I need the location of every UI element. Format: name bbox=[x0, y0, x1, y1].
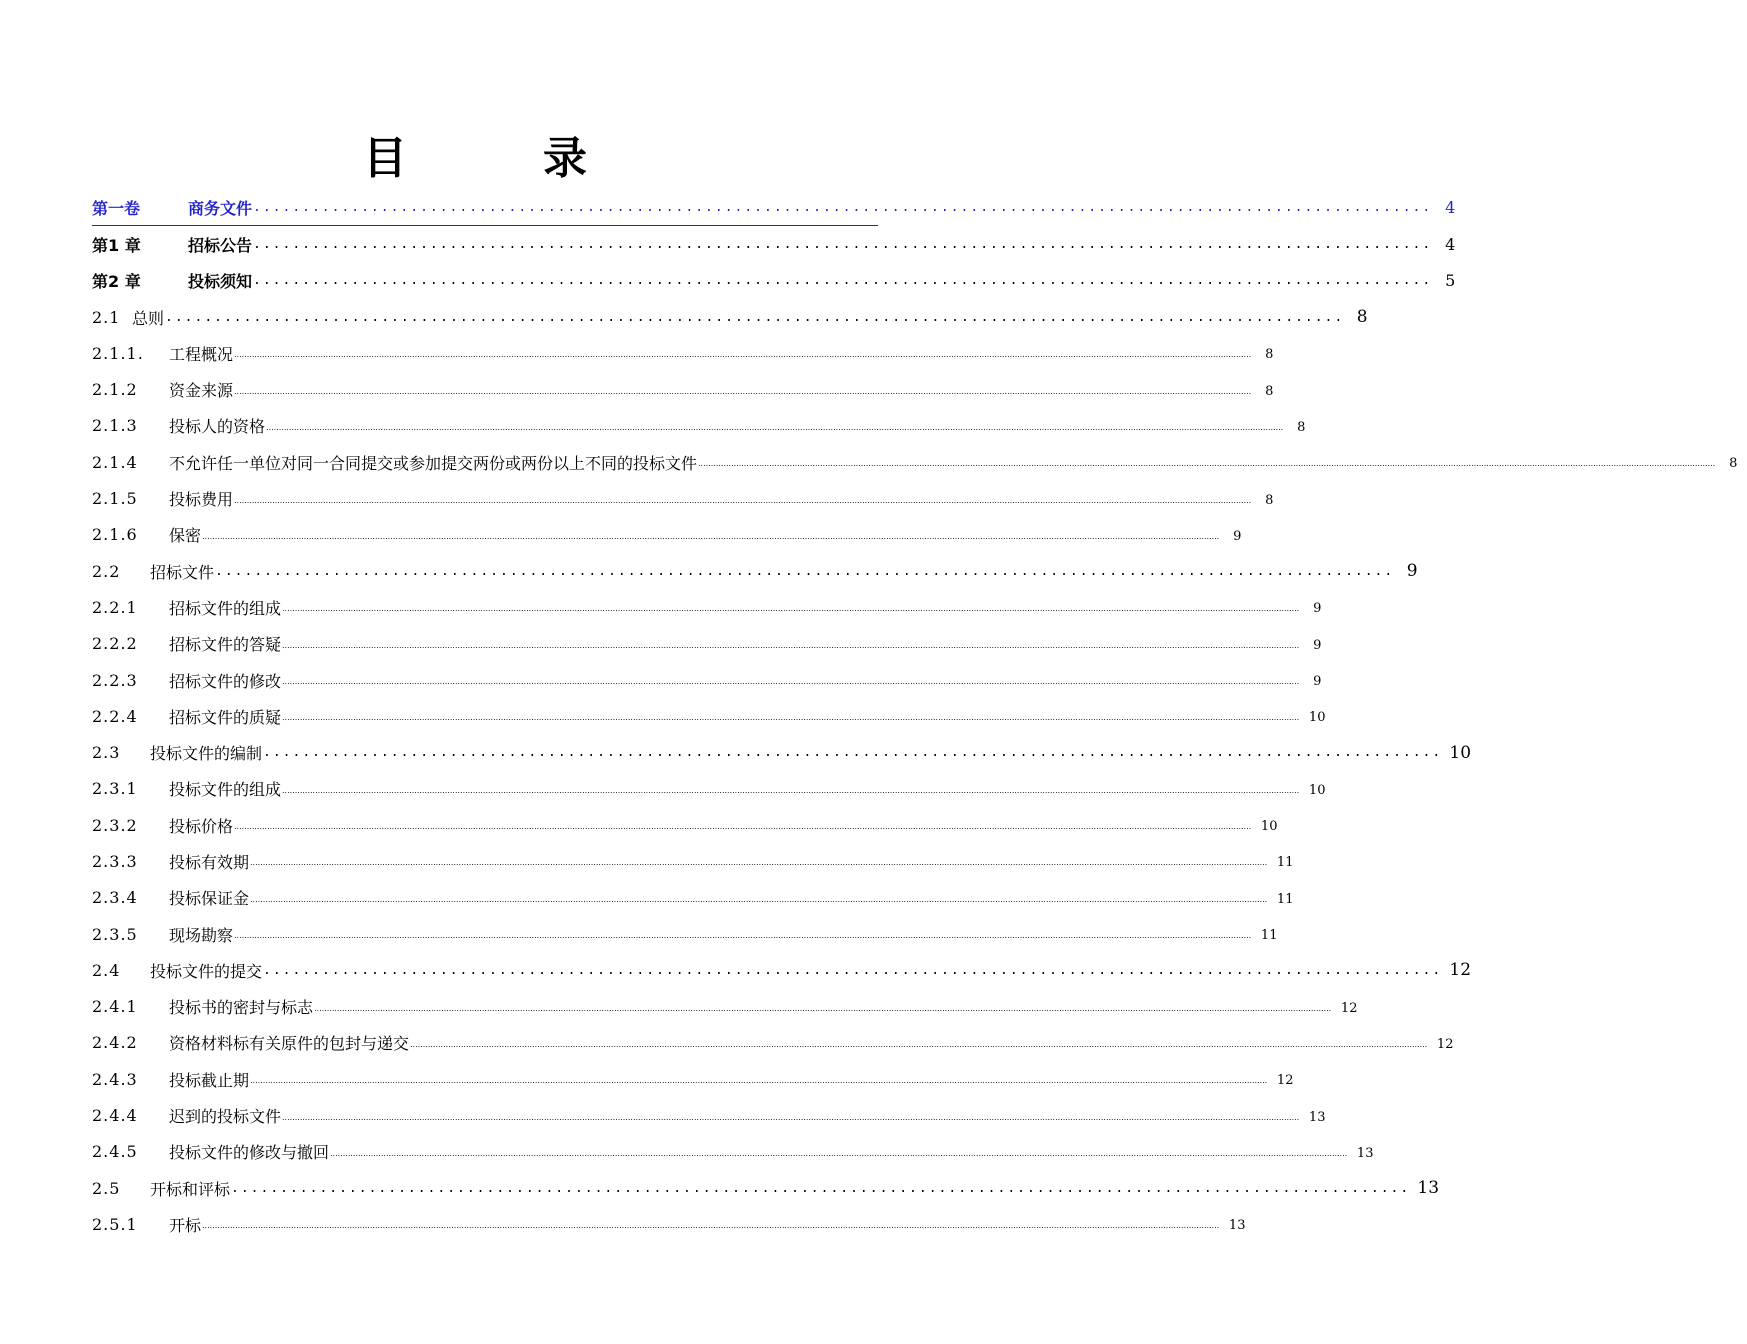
table-of-contents bbox=[92, 189, 1738, 1243]
toc-entry-page-number: 9 bbox=[1313, 674, 1322, 689]
dot-leader: ........................................................................................................................ bbox=[253, 236, 1433, 252]
toc-entry[interactable] bbox=[92, 880, 1294, 916]
toc-entry-page-number: 8 bbox=[1265, 492, 1274, 508]
toc-entry-number: 2.4.1 bbox=[92, 997, 138, 1017]
toc-entry[interactable] bbox=[92, 1061, 1294, 1097]
toc-entry-title: 投标有效期 bbox=[169, 852, 250, 872]
toc-entry[interactable] bbox=[92, 553, 1418, 589]
toc-entry[interactable] bbox=[92, 989, 1358, 1025]
toc-entry-number: 2.1.2 bbox=[92, 380, 138, 400]
toc-entry-page-number: 8 bbox=[1729, 456, 1738, 472]
toc-entry[interactable] bbox=[92, 226, 1456, 262]
dot-leader: ................................................................................................................................................................................................................................................................................................................................................................................................................ bbox=[250, 894, 1268, 904]
toc-entry-title: 迟到的投标文件 bbox=[169, 1107, 282, 1127]
toc-entry-title: 投标须知 bbox=[188, 272, 253, 292]
toc-entry-number: 2.4.5 bbox=[92, 1142, 138, 1162]
toc-entry-number: 2.2.2 bbox=[92, 634, 138, 654]
toc-entry[interactable] bbox=[92, 1170, 1440, 1206]
toc-entry[interactable] bbox=[92, 1025, 1454, 1061]
toc-entry-number: 2.3.2 bbox=[92, 815, 138, 835]
toc-entry-title: 招标文件的修改 bbox=[169, 671, 282, 691]
toc-entry-number: 第2 章 bbox=[92, 272, 141, 292]
toc-entry-title: 招标公告 bbox=[188, 235, 253, 255]
toc-entry-number: 2.2.4 bbox=[92, 706, 138, 726]
dot-leader: ................................................................................................................................................................................................................................................................................................................................................................................................................ bbox=[282, 713, 1300, 723]
dot-leader: ........................................................................................................................ bbox=[263, 745, 1443, 761]
dot-leader: ................................................................................................................................................................................................................................................................................................................................................................................................................ bbox=[202, 531, 1220, 541]
toc-entry-title: 保密 bbox=[169, 526, 202, 546]
toc-entry-title: 开标和评标 bbox=[150, 1179, 231, 1199]
toc-entry-page-number: 11 bbox=[1260, 928, 1278, 944]
toc-entry-title: 投标截止期 bbox=[169, 1070, 250, 1090]
toc-entry[interactable] bbox=[92, 1134, 1374, 1170]
toc-entry[interactable] bbox=[92, 480, 1274, 516]
toc-entry-page-number: 12 bbox=[1340, 1000, 1358, 1016]
toc-entry-title: 投标费用 bbox=[169, 490, 234, 510]
toc-entry-number: 2.4.2 bbox=[92, 1033, 138, 1053]
toc-entry-number: 2.2.3 bbox=[92, 670, 138, 690]
toc-entry[interactable] bbox=[92, 843, 1294, 879]
toc-entry-number: 2.3.4 bbox=[92, 888, 138, 908]
toc-entry-title: 投标人的资格 bbox=[169, 417, 266, 437]
toc-entry[interactable] bbox=[92, 444, 1738, 480]
toc-entry-page-number: 10 bbox=[1449, 742, 1472, 763]
dot-leader: ................................................................................................................................................................................................................................................................................................................................................................................................................ bbox=[250, 1076, 1268, 1086]
dot-leader: ................................................................................................................................................................................................................................................................................................................................................................................................................ bbox=[314, 1003, 1332, 1013]
title-char-2: 录 bbox=[543, 133, 587, 184]
toc-entry-page-number: 10 bbox=[1308, 710, 1326, 726]
toc-entry-title: 投标文件的编制 bbox=[150, 744, 263, 764]
toc-entry-number: 2.4.3 bbox=[92, 1069, 138, 1089]
toc-entry-title: 开标 bbox=[169, 1215, 202, 1235]
toc-entry-page-number: 11 bbox=[1276, 891, 1294, 907]
toc-entry-number: 2.2 bbox=[92, 561, 121, 581]
toc-entry[interactable] bbox=[92, 189, 1456, 226]
toc-entry-number: 2.1.1. bbox=[92, 343, 144, 363]
toc-entry-page-number: 13 bbox=[1356, 1145, 1374, 1161]
toc-entry-page-number: 12 bbox=[1436, 1036, 1454, 1052]
dot-leader: ................................................................................................................................................................................................................................................................................................................................................................................................................ bbox=[698, 459, 1716, 469]
toc-entry-page-number: 8 bbox=[1297, 419, 1306, 435]
toc-entry-title: 招标文件的质疑 bbox=[169, 707, 282, 727]
dot-leader: ................................................................................................................................................................................................................................................................................................................................................................................................................ bbox=[266, 422, 1284, 432]
dot-leader: ................................................................................................................................................................................................................................................................................................................................................................................................................ bbox=[410, 1039, 1428, 1049]
toc-entry-page-number: 9 bbox=[1313, 637, 1322, 653]
toc-entry[interactable] bbox=[92, 1097, 1326, 1133]
toc-entry[interactable] bbox=[92, 335, 1274, 371]
toc-entry-page-number: 12 bbox=[1449, 960, 1472, 981]
toc-entry-title: 投标文件的组成 bbox=[169, 780, 282, 800]
dot-leader: ........................................................................................................................ bbox=[231, 1180, 1411, 1196]
toc-entry-number: 2.3.3 bbox=[92, 851, 138, 871]
toc-entry-title: 投标价格 bbox=[169, 816, 234, 836]
toc-entry-title: 招标文件的答疑 bbox=[169, 635, 282, 655]
toc-entry-number: 第一卷 bbox=[92, 198, 141, 218]
toc-entry-number: 2.1 bbox=[92, 307, 121, 327]
toc-entry[interactable] bbox=[92, 1206, 1246, 1242]
toc-entry-title: 工程概况 bbox=[169, 344, 234, 364]
toc-entry[interactable] bbox=[92, 371, 1274, 407]
title-char-1: 目 bbox=[363, 133, 407, 184]
toc-entry-page-number: 10 bbox=[1308, 782, 1326, 798]
toc-entry-page-number: 11 bbox=[1276, 855, 1294, 871]
toc-entry[interactable] bbox=[92, 698, 1326, 734]
toc-entry-page-number: 12 bbox=[1276, 1073, 1294, 1089]
toc-entry[interactable] bbox=[92, 299, 1368, 335]
toc-entry[interactable] bbox=[92, 807, 1278, 843]
toc-entry-page-number: 4 bbox=[1445, 234, 1456, 254]
toc-entry-title: 资金来源 bbox=[169, 381, 234, 401]
toc-entry[interactable] bbox=[92, 734, 1472, 770]
toc-entry-page-number: 13 bbox=[1228, 1218, 1246, 1234]
toc-entry-number: 2.3.5 bbox=[92, 924, 138, 944]
toc-entry-title: 商务文件 bbox=[188, 198, 253, 218]
dot-leader: ................................................................................................................................................................................................................................................................................................................................................................................................................ bbox=[250, 858, 1268, 868]
toc-entry-number: 2.3 bbox=[92, 743, 121, 763]
toc-entry-number: 2.5.1 bbox=[92, 1214, 138, 1234]
toc-entry[interactable] bbox=[92, 952, 1472, 988]
dot-leader: ........................................................................................................................ bbox=[263, 962, 1443, 978]
toc-entry-page-number: 8 bbox=[1356, 307, 1368, 328]
toc-entry[interactable] bbox=[92, 916, 1278, 952]
toc-entry-number: 第1 章 bbox=[92, 235, 141, 255]
dot-leader: ................................................................................................................................................................................................................................................................................................................................................................................................................ bbox=[202, 1221, 1220, 1231]
toc-entry[interactable] bbox=[92, 408, 1306, 444]
dot-leader: ................................................................................................................................................................................................................................................................................................................................................................................................................ bbox=[282, 1112, 1300, 1122]
dot-leader: ................................................................................................................................................................................................................................................................................................................................................................................................................ bbox=[234, 386, 1252, 396]
dot-leader: ................................................................................................................................................................................................................................................................................................................................................................................................................ bbox=[282, 640, 1300, 650]
dot-leader: ........................................................................................................................ bbox=[253, 199, 1433, 215]
toc-entry-number: 2.4 bbox=[92, 960, 121, 980]
toc-entry-page-number: 13 bbox=[1417, 1178, 1440, 1199]
toc-entry-title: 投标保证金 bbox=[169, 889, 250, 909]
dot-leader: ................................................................................................................................................................................................................................................................................................................................................................................................................ bbox=[234, 822, 1252, 832]
toc-entry-title: 现场勘察 bbox=[169, 925, 234, 945]
toc-entry[interactable] bbox=[92, 626, 1322, 662]
dot-leader: ................................................................................................................................................................................................................................................................................................................................................................................................................ bbox=[234, 350, 1252, 360]
toc-entry-title: 投标文件的提交 bbox=[150, 961, 263, 981]
toc-entry[interactable] bbox=[92, 662, 1322, 698]
toc-entry-title: 招标文件 bbox=[150, 562, 215, 582]
dot-leader: ................................................................................................................................................................................................................................................................................................................................................................................................................ bbox=[234, 495, 1252, 505]
toc-entry-page-number: 8 bbox=[1265, 347, 1274, 363]
dot-leader: ................................................................................................................................................................................................................................................................................................................................................................................................................ bbox=[282, 677, 1300, 686]
toc-entry[interactable] bbox=[92, 263, 1456, 299]
toc-entry-page-number: 10 bbox=[1260, 819, 1278, 835]
toc-entry-number: 2.3.1 bbox=[92, 779, 138, 799]
dot-leader: ........................................................................................................................ bbox=[165, 309, 1345, 325]
toc-entry-title: 总则 bbox=[132, 308, 165, 328]
toc-entry-number: 2.1.6 bbox=[92, 525, 138, 545]
toc-entry[interactable] bbox=[92, 771, 1326, 807]
toc-entry-page-number: 9 bbox=[1313, 601, 1322, 617]
dot-leader: ................................................................................................................................................................................................................................................................................................................................................................................................................ bbox=[282, 785, 1300, 795]
toc-entry-number: 2.1.5 bbox=[92, 489, 138, 509]
toc-entry-number: 2.1.4 bbox=[92, 452, 138, 472]
toc-entry-page-number: 13 bbox=[1308, 1109, 1326, 1125]
toc-entry-title: 资格材料标有关原件的包封与递交 bbox=[169, 1034, 410, 1054]
toc-entry-title: 投标文件的修改与撤回 bbox=[169, 1143, 330, 1163]
toc-entry-page-number: 4 bbox=[1445, 197, 1456, 217]
dot-leader: ........................................................................................................................ bbox=[253, 273, 1433, 289]
toc-entry-title: 投标书的密封与标志 bbox=[169, 998, 314, 1018]
dot-leader: ................................................................................................................................................................................................................................................................................................................................................................................................................ bbox=[330, 1148, 1348, 1158]
toc-entry-title: 招标文件的组成 bbox=[169, 598, 282, 618]
dot-leader: ........................................................................................................................ bbox=[215, 563, 1395, 579]
toc-entry[interactable] bbox=[92, 517, 1242, 553]
toc-entry-page-number: 9 bbox=[1233, 528, 1242, 544]
toc-entry[interactable] bbox=[92, 589, 1322, 625]
toc-entry-number: 2.1.3 bbox=[92, 416, 138, 436]
toc-entry-number: 2.2.1 bbox=[92, 597, 138, 617]
toc-entry-page-number: 5 bbox=[1445, 271, 1456, 291]
page-title bbox=[0, 124, 950, 184]
dot-leader: ................................................................................................................................................................................................................................................................................................................................................................................................................ bbox=[282, 604, 1300, 614]
dot-leader: ................................................................................................................................................................................................................................................................................................................................................................................................................ bbox=[234, 931, 1252, 941]
toc-entry-number: 2.4.4 bbox=[92, 1106, 138, 1126]
toc-entry-page-number: 9 bbox=[1406, 561, 1418, 582]
toc-entry-number: 2.5 bbox=[92, 1178, 121, 1198]
toc-entry-page-number: 8 bbox=[1265, 383, 1274, 399]
toc-entry-title: 不允许任一单位对同一合同提交或参加提交两份或两份以上不同的投标文件 bbox=[169, 453, 698, 473]
